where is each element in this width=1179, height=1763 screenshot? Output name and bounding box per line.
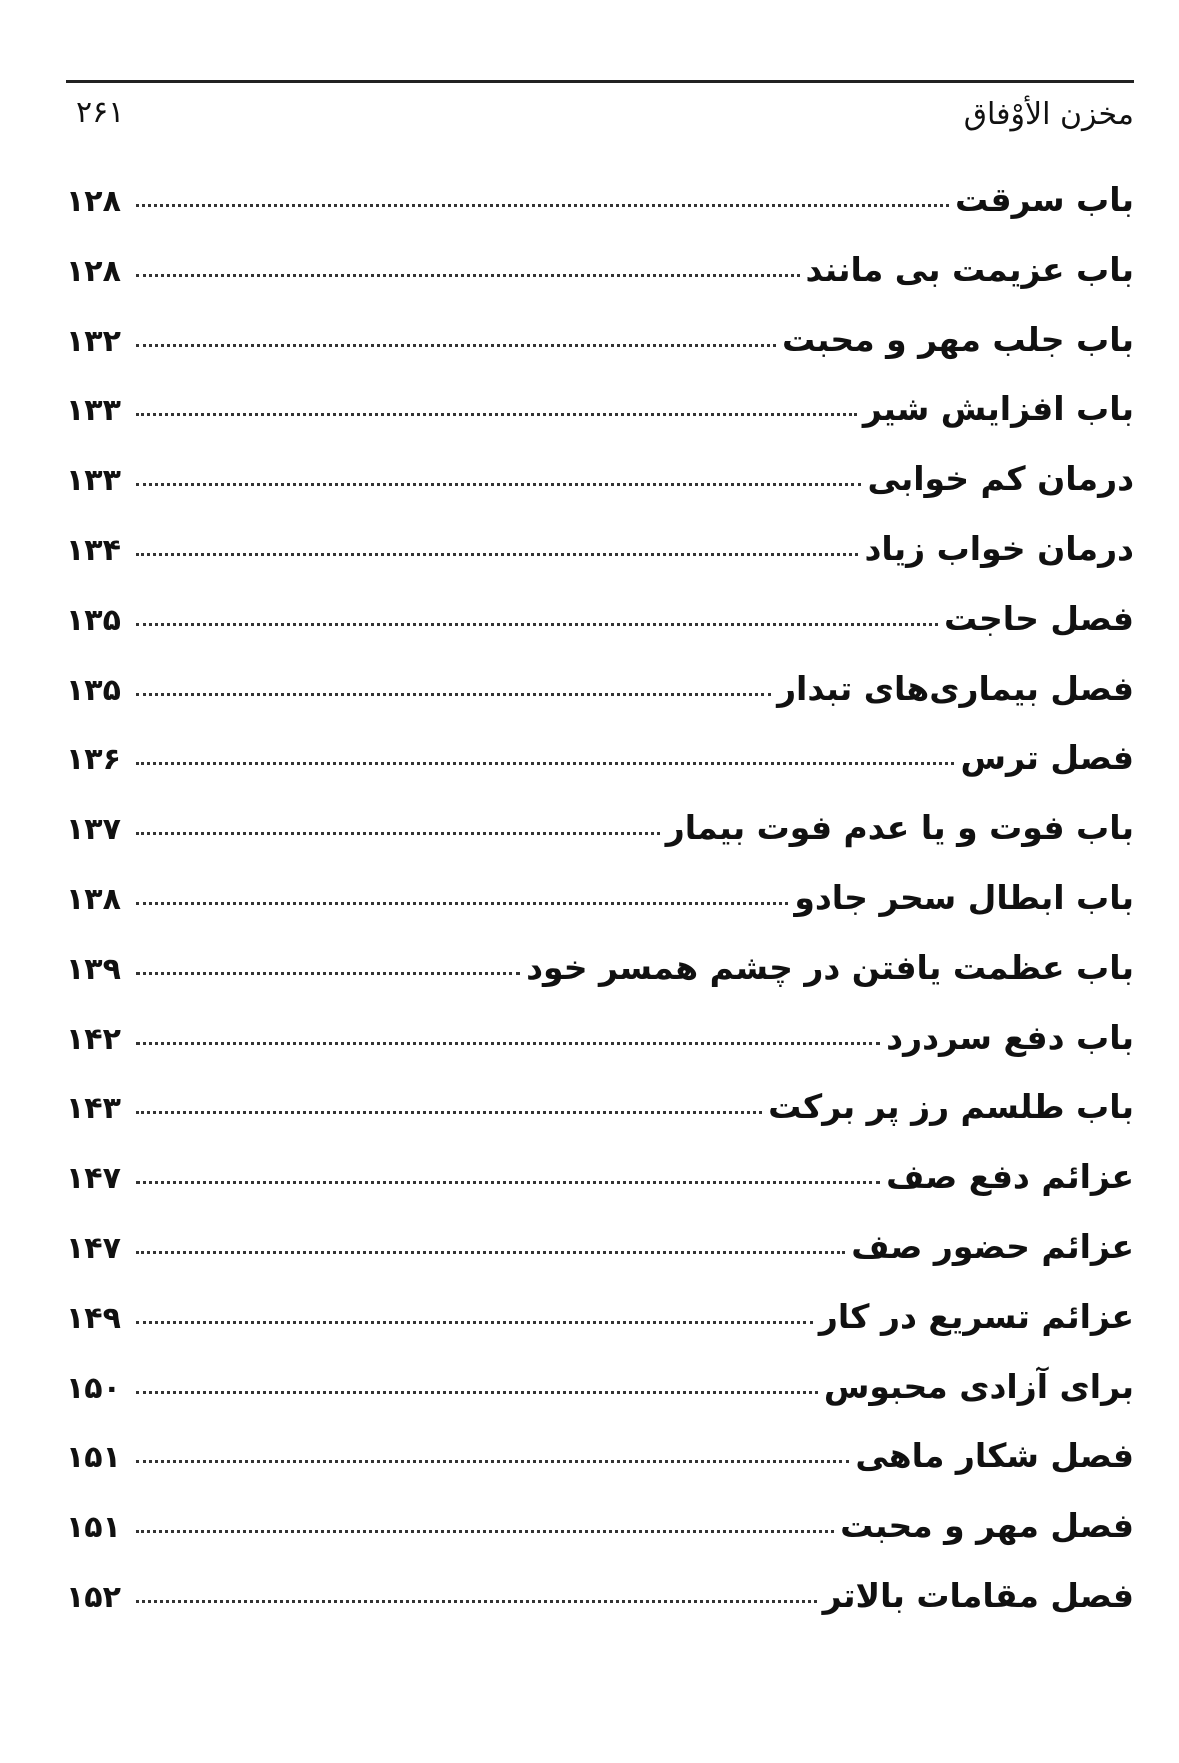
toc-entry-title: باب سرقت xyxy=(955,180,1134,219)
toc-entry-page: ۱۴۹ xyxy=(66,1300,121,1336)
toc-entry xyxy=(66,1436,1134,1506)
dot-leader xyxy=(136,482,861,486)
toc-entry xyxy=(66,529,1134,599)
dot-leader xyxy=(136,343,776,347)
toc-entry-page: ۱۳۳ xyxy=(66,393,121,429)
toc-entry-page: ۱۳۵ xyxy=(66,602,121,638)
dot-leader xyxy=(136,761,954,765)
toc-entry-page: ۱۲۸ xyxy=(66,253,121,289)
toc-entry-page: ۱۲۸ xyxy=(66,184,121,219)
dot-leader xyxy=(136,273,800,277)
dot-leader xyxy=(136,203,949,207)
toc-entry xyxy=(66,948,1134,1018)
toc-entry xyxy=(66,320,1134,390)
toc-entry-title: باب طلسم رز پر برکت xyxy=(768,1087,1134,1127)
toc-entry-title: باب دفع سردرد xyxy=(886,1017,1134,1057)
toc-entry xyxy=(66,1297,1134,1367)
dot-leader xyxy=(136,971,520,975)
toc-entry-title: درمان کم خوابی xyxy=(867,459,1134,499)
toc-entry-title: عزائم حضور صف xyxy=(851,1226,1134,1266)
toc-entry xyxy=(66,389,1134,459)
toc-entry-page: ۱۴۷ xyxy=(66,1230,121,1266)
dot-leader xyxy=(136,1529,834,1533)
toc-entry-title: عزائم دفع صف xyxy=(886,1157,1134,1197)
toc-entry xyxy=(66,1227,1134,1297)
toc-entry-page: ۱۴۳ xyxy=(66,1091,121,1127)
dot-leader xyxy=(136,552,858,556)
toc-entry xyxy=(66,459,1134,529)
toc-entry xyxy=(66,1157,1134,1227)
toc-entry-title: باب عظمت یافتن در چشم همسر خود xyxy=(526,947,1134,987)
toc-entry xyxy=(66,1087,1134,1157)
toc-entry xyxy=(66,1367,1134,1437)
book-title: مخزن الأوْفاق xyxy=(963,97,1134,132)
toc-entry xyxy=(66,1506,1134,1576)
toc-entry-page: ۱۳۸ xyxy=(66,881,121,917)
toc-entry-page: ۱۵۰ xyxy=(66,1370,121,1406)
toc-entry-page: ۱۳۲ xyxy=(66,323,121,359)
toc-entry xyxy=(66,808,1134,878)
toc-entry-title: باب فوت و یا عدم فوت بیمار xyxy=(665,808,1134,848)
toc-entry-title: فصل بیماری‌های تبدار xyxy=(777,668,1134,708)
toc-entry-title: باب ابطال سحر جادو xyxy=(794,877,1134,917)
toc-entry xyxy=(66,669,1134,739)
dot-leader xyxy=(136,1459,849,1463)
toc-entry-title: فصل مقامات بالاتر xyxy=(822,1575,1134,1615)
toc-entry-title: عزائم تسریع در کار xyxy=(818,1296,1134,1336)
toc-entry-title: فصل شکار ماهی xyxy=(855,1436,1134,1476)
toc-entry-page: ۱۵۱ xyxy=(66,1510,121,1546)
dot-leader xyxy=(136,622,938,626)
dot-leader xyxy=(136,1320,813,1324)
dot-leader xyxy=(136,831,660,835)
toc-entry-title: فصل حاجت xyxy=(944,598,1134,638)
toc-entry xyxy=(66,180,1134,250)
toc-entry-page: ۱۴۲ xyxy=(66,1021,121,1057)
dot-leader xyxy=(136,901,788,905)
toc-entry-page: ۱۳۷ xyxy=(66,812,121,848)
toc-entry-title: برای آزادی محبوس xyxy=(823,1366,1134,1406)
dot-leader xyxy=(136,1250,845,1254)
toc-entry-page: ۱۳۶ xyxy=(66,742,121,778)
toc-entry-title: باب جلب مهر و محبت xyxy=(782,319,1134,359)
running-header xyxy=(66,80,1134,147)
toc-entry-title: فصل مهر و محبت xyxy=(840,1506,1134,1546)
dot-leader xyxy=(136,1110,762,1114)
dot-leader xyxy=(136,1041,880,1045)
toc-entry xyxy=(66,738,1134,808)
dot-leader xyxy=(136,412,857,416)
dot-leader xyxy=(136,1390,818,1394)
toc-entry-page: ۱۵۱ xyxy=(66,1440,121,1476)
toc-entry-page: ۱۳۳ xyxy=(66,463,121,499)
dot-leader xyxy=(136,692,771,696)
toc-entry-page: ۱۵۲ xyxy=(66,1579,121,1615)
toc-entry-page: ۱۴۷ xyxy=(66,1161,121,1197)
toc-entry-page: ۱۳۹ xyxy=(66,951,121,987)
toc-entry-title: باب افزایش شیر xyxy=(862,389,1134,429)
toc-entry xyxy=(66,1576,1134,1646)
toc-entry xyxy=(66,878,1134,948)
dot-leader xyxy=(136,1180,880,1184)
toc-entry-page: ۱۳۵ xyxy=(66,672,121,708)
toc-entry-title: باب عزیمت بی مانند xyxy=(805,249,1134,289)
toc-entry-page: ۱۳۴ xyxy=(66,532,121,568)
page-number: ۲۶۱ xyxy=(76,95,125,130)
toc-entry xyxy=(66,1018,1134,1088)
toc-entry xyxy=(66,599,1134,669)
table-of-contents xyxy=(66,180,1134,1646)
toc-entry-title: درمان خواب زیاد xyxy=(864,528,1134,568)
toc-entry-title: فصل ترس xyxy=(960,738,1134,778)
toc-entry xyxy=(66,250,1134,320)
dot-leader xyxy=(136,1599,817,1603)
